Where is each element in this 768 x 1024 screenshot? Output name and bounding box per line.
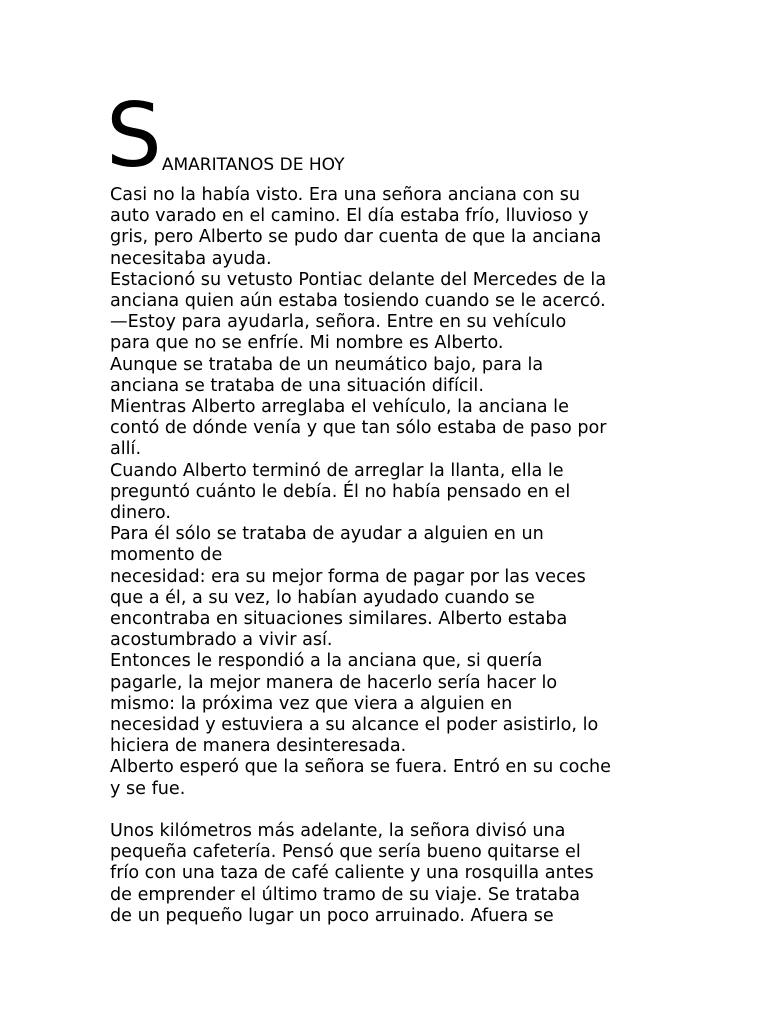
text-line: Mientras Alberto arreglaba el vehículo, la anciana le xyxy=(110,397,569,418)
text-line: contó de dónde venía y que tan sólo estaba de paso por xyxy=(110,418,607,439)
text-line: de un pequeño lugar un poco arruinado. Afuera se xyxy=(110,905,554,926)
text-line: momento de xyxy=(110,545,223,566)
text-line: Estacionó su vetusto Pontiac delante del Mercedes de la xyxy=(110,269,607,290)
text-line: hiciera de manera desinteresada. xyxy=(110,736,407,757)
text-line: Unos kilómetros más adelante, la señora divisó una xyxy=(110,821,566,842)
title-drop-cap: S xyxy=(106,84,162,187)
text-line: mismo: la próxima vez que viera a alguien en xyxy=(110,693,513,714)
text-line: para que no se enfríe. Mi nombre es Alberto. xyxy=(110,333,504,354)
text-line: dinero. xyxy=(110,503,171,524)
text-line: encontraba en situaciones similares. Alberto estaba xyxy=(110,609,568,630)
text-line: anciana quien aún estaba tosiendo cuando se le acercó. xyxy=(110,291,606,312)
text-line: que a él, a su vez, lo habían ayudado cuando se xyxy=(110,587,535,608)
story-body xyxy=(110,185,670,927)
text-line: pagarle, la mejor manera de hacerlo sería hacer lo xyxy=(110,672,558,693)
text-line: allí. xyxy=(110,439,142,460)
text-line: —Estoy para ayudarla, señora. Entre en su vehículo xyxy=(110,312,567,333)
text-line: de emprender el último tramo de su viaje. Se trataba xyxy=(110,884,580,905)
text-line: Entonces le respondió a la anciana que, si quería xyxy=(110,651,543,672)
text-line: pequeña cafetería. Pensó que sería bueno quitarse el xyxy=(110,842,581,863)
document-page xyxy=(106,84,670,927)
text-line: y se fue. xyxy=(110,778,186,799)
text-line: Para él sólo se trataba de ayudar a alguien en un xyxy=(110,524,544,545)
text-line: Alberto esperó que la señora se fuera. Entró en su coche xyxy=(110,757,611,778)
text-line: necesidad y estuviera a su alcance el poder asistirlo, lo xyxy=(110,715,599,736)
text-line: gris, pero Alberto se pudo dar cuenta de que la anciana xyxy=(110,227,602,248)
title-text: AMARITANOS DE HOY xyxy=(161,155,345,175)
text-line: necesitaba ayuda. xyxy=(110,248,272,269)
text-line: preguntó cuánto le debía. Él no había pensado en el xyxy=(110,481,571,502)
text-line: anciana se trataba de una situación difícil. xyxy=(110,375,484,396)
text-line: Cuando Alberto terminó de arreglar la llanta, ella le xyxy=(110,460,564,481)
text-line: Casi no la había visto. Era una señora anciana con su xyxy=(110,185,581,205)
text-line: auto varado en el camino. El día estaba frío, lluvioso y xyxy=(110,206,589,227)
text-line: necesidad: era su mejor forma de pagar por las veces xyxy=(110,566,586,587)
story-title xyxy=(106,84,670,187)
text-line: Aunque se trataba de un neumático bajo, para la xyxy=(110,354,544,375)
paragraph-break xyxy=(110,800,670,821)
text-line: acostumbrado a vivir así. xyxy=(110,630,333,651)
text-line: frío con una taza de café caliente y una rosquilla antes xyxy=(110,863,594,884)
